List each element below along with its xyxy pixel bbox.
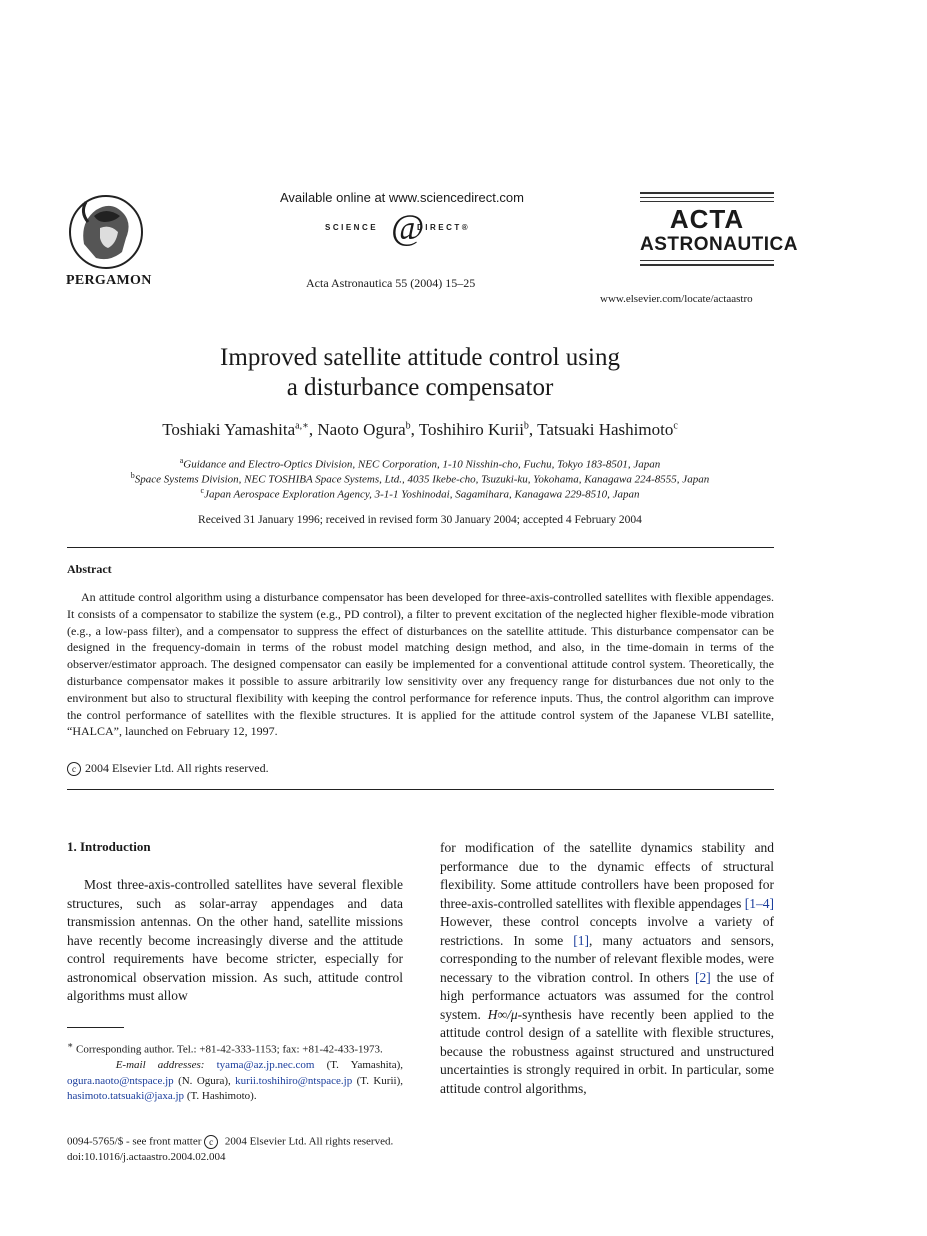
abstract-heading: Abstract [67, 562, 112, 576]
journal-reference: Acta Astronautica 55 (2004) 15–25 [306, 276, 476, 290]
title-line-1: Improved satellite attitude control using [220, 344, 620, 371]
email-link[interactable]: ogura.naoto@ntspace.jp [67, 1074, 174, 1087]
issn-line: 0094-5765/$ - see front matter c 2004 Elsevier Ltd. All rights reserved. [67, 1135, 394, 1148]
author-name: Toshihiro Kurii [418, 420, 524, 439]
abstract-text: An attitude control algorithm using a disturbance compensator has been developed for three-axis-controlled satellites with flexible appendages. It consists of a compensator to stabilize the system (e.g., PD control), a filter to prevent excitation of the neglected higher flexible-mode vibration (e.g., a low-pass filter), and a compensator to suppress the effect of disturbances on the satellite attitude. This disturbance compensator can be designed in the frequency-domain in terms of the robust model matching design method, and also, in the time-domain in terms of the observer/estimator approach. The designed compensator can easily be implemented for a conventional attitude control system. Theoretically, the disturbance compensator makes it possible to assure arbitrarily low sensitivity over any frequency range for disturbances due not only to the environment but also to structural flexibility with keeping the control performance for reference inputs. Thus, the control algorithm can improve the control performance of satellites with the flexible structures. It is applied for the attitude control system of the Japanese VLBI satellite, “HALCA”, launched on February 12, 1997. [67, 590, 774, 739]
copyright-icon: c [67, 762, 81, 776]
intro-paragraph-left: Most three-axis-controlled satellites have several flexible structures, such as solar-array appendages and data transmission antennas. On the other hand, satellite missions have recently become increasingly diverse and the attitude control requirements have become stricter, especially for astronomical observation mission. As such, attitude control algorithms must allow [67, 877, 403, 1003]
abstract-copyright: c 2004 Elsevier Ltd. All rights reserved. [67, 761, 269, 776]
author-sup: a,∗ [295, 420, 309, 432]
sciencedirect-science-text: SCIENCE [325, 223, 379, 232]
author-sup: b [523, 420, 529, 432]
author-name: Tatsuaki Hashimoto [537, 420, 674, 439]
title-line-2: a disturbance compensator [286, 374, 554, 401]
publisher-name: PERGAMON [66, 273, 152, 288]
affiliation-c: $^c$Japan Aerospace Exploration Agency, 3-1-1 Yoshinodai, Sagamihara, Kanagawa 229-8510, Japan [200, 486, 640, 501]
author-name: Naoto Ogura [317, 420, 406, 439]
acta-astronautica-logo [640, 192, 798, 268]
citation-link[interactable]: [1] [573, 932, 590, 948]
footnote-rule [67, 1027, 124, 1028]
journal-url[interactable]: www.elsevier.com/locate/actaastro [600, 293, 753, 305]
affiliation-a: $^a$Guidance and Electro-Optics Division, NEC Corporation, 1-10 Nisshin-cho, Fuchu, Tokyo 183-8501, Japan [179, 456, 661, 471]
footnote: ∗ Corresponding author. Tel.: +81-42-333-1153; fax: +81-42-433-1973. E-mail addresses: tyama@az.jp.nec.com (T. Yamashita), ogura.naoto@ntspace.jp (N. Ogura), kurii.toshihiro@ntspace.jp (T. Kurii), hasimoto.tatsuaki@jaxa.jp (T. Hashimoto). [67, 1040, 404, 1103]
sciencedirect-at-icon: @ [391, 207, 425, 247]
divider [67, 789, 774, 790]
email-label: E-mail addresses: [115, 1059, 205, 1072]
available-online-text: Available online at www.sciencedirect.com [280, 190, 524, 205]
email-link[interactable]: kurii.toshihiro@ntspace.jp [235, 1074, 353, 1087]
email-link[interactable]: tyama@az.jp.nec.com [216, 1059, 315, 1072]
section-heading-introduction: 1. Introduction [67, 839, 151, 854]
pergamon-helmet-logo [66, 192, 146, 272]
affiliation-b: $^b$Space Systems Division, NEC TOSHIBA Space Systems, Ltd., 4035 Ikebe-cho, Tsuzuki-ku, Yokohama, Kanagawa 224-8555, Japan [130, 471, 710, 486]
doi-line[interactable]: doi:10.1016/j.actaastro.2004.02.004 [67, 1151, 226, 1163]
intro-paragraph-right: for modification of the satellite dynamics stability and performance due to the dynamic effects of structural flexibility. Some attitude controllers have been proposed for three-axis-controlled satellites with flexible appendages [1–4] However, these control concepts involve a variety of restrictions. In some [1], many actuators and sensors, corresponding to the number of relevant flexible modes, were necessary to the vibration control. In others [2] the use of high performance actuators was assumed for the control system. H∞/μ-synthesis have recently been applied to the attitude control design of a satellite with flexible structures, because the robustness against structured and unstructured uncertainties is strongly required in orbit. In particular, some attitude control algorithms, [440, 840, 775, 1096]
sciencedirect-logo [325, 207, 495, 248]
math-expression: H∞/μ [487, 1006, 518, 1022]
copyright-icon: c [204, 1135, 218, 1149]
citation-link[interactable]: [2] [694, 969, 711, 985]
divider [67, 547, 774, 548]
journal-logo-line2: ASTRONAUTICA [640, 234, 798, 255]
author-sup: c [673, 420, 678, 432]
author-name: Toshiaki Yamashita [162, 420, 296, 439]
journal-logo-line1: ACTA [669, 204, 745, 234]
email-link[interactable]: hasimoto.tatsuaki@jaxa.jp [67, 1090, 185, 1103]
received-dates: Received 31 January 1996; received in revised form 30 January 2004; accepted 4 February 2004 [198, 514, 642, 526]
sciencedirect-direct-text: DIRECT® [417, 223, 471, 232]
author-list: Toshiaki Yamashita$^{a,∗}$, Naoto Ogura$^b$, Toshihiro Kurii$^b$, Tatsuaki Hashimoto$^c$ [162, 420, 678, 439]
article-title [100, 343, 740, 403]
author-sup: b [405, 420, 411, 432]
citation-link[interactable]: [1–4] [744, 895, 775, 911]
